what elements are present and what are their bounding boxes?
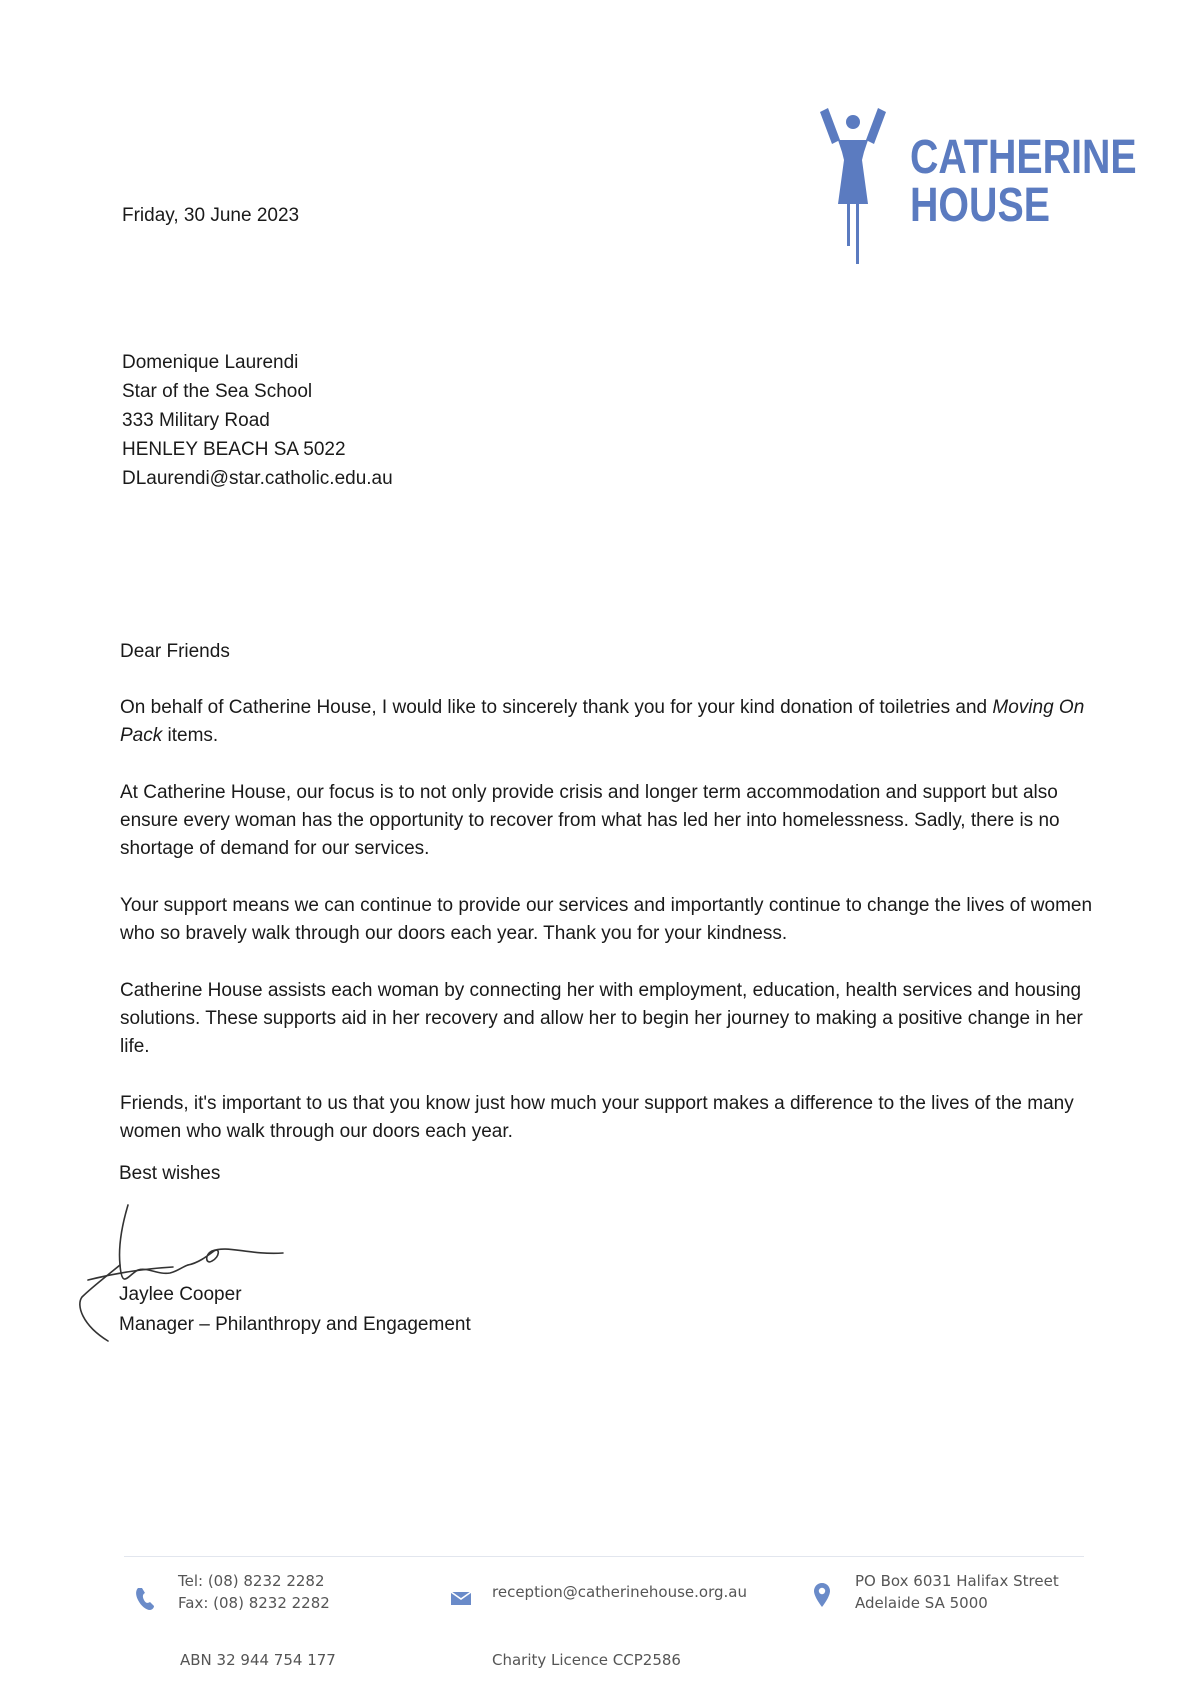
footer-charity-licence: Charity Licence CCP2586 xyxy=(492,1651,681,1669)
footer-postal-address xyxy=(855,1570,1059,1614)
location-pin-icon xyxy=(813,1582,831,1608)
signatory-name: Jaylee Cooper xyxy=(119,1284,242,1305)
letter-body xyxy=(120,638,1100,1175)
footer-city: Adelaide SA 5000 xyxy=(855,1594,988,1612)
logo-line-2: HOUSE xyxy=(910,179,1050,232)
recipient-email: DLaurendi@star.catholic.edu.au xyxy=(122,468,393,489)
phone-icon xyxy=(134,1586,156,1612)
footer-email: reception@catherinehouse.org.au xyxy=(492,1583,747,1601)
letter-date: Friday, 30 June 2023 xyxy=(122,205,300,226)
recipient-suburb: HENLEY BEACH SA 5022 xyxy=(122,439,346,460)
footer-tel: Tel: (08) 8232 2282 xyxy=(178,1572,325,1590)
recipient-organisation: Star of the Sea School xyxy=(122,381,313,402)
paragraph-1 xyxy=(120,694,1100,750)
woman-figure-logo-icon xyxy=(810,100,900,270)
recipient-name: Domenique Laurendi xyxy=(122,352,299,373)
signatory-title: Manager – Philanthropy and Engagement xyxy=(119,1314,471,1335)
footer-fax: Fax: (08) 8232 2282 xyxy=(178,1594,330,1612)
logo-wordmark xyxy=(910,131,1137,232)
salutation: Dear Friends xyxy=(120,641,230,662)
catherine-house-logo xyxy=(810,100,1137,270)
envelope-icon xyxy=(450,1590,472,1606)
paragraph-5: Friends, it's important to us that you know just how much your support makes a difference to the lives of the many women who walk through our doors each year. xyxy=(120,1093,1074,1142)
footer-phone-fax xyxy=(178,1570,330,1614)
logo-line-1: CATHERINE xyxy=(910,131,1137,184)
footer-po-box: PO Box 6031 Halifax Street xyxy=(855,1572,1059,1590)
paragraph-3: Your support means we can continue to provide our services and importantly continue to change the lives of women who so bravely walk through our doors each year. Thank you for your kindness. xyxy=(120,895,1093,944)
recipient-address xyxy=(122,348,393,493)
signatory-block xyxy=(119,1280,471,1340)
moving-on-pack-emphasis: Moving On Pack xyxy=(120,697,1085,746)
footer-abn: ABN 32 944 754 177 xyxy=(180,1651,336,1669)
paragraph-1-end: items. xyxy=(162,725,219,746)
recipient-street: 333 Military Road xyxy=(122,410,270,431)
paragraph-4: Catherine House assists each woman by connecting her with employment, education, health services and housing solutions. These supports aid in her recovery and allow her to begin her journey to making a positive change in her life. xyxy=(120,980,1083,1057)
footer-divider xyxy=(124,1556,1084,1557)
closing: Best wishes xyxy=(119,1163,221,1184)
paragraph-2: At Catherine House, our focus is to not only provide crisis and longer term accommodation and support but also ensure every woman has the opportunity to recover from what has led her into homelessness. Sadly, there is no shortage of demand for our services. xyxy=(120,782,1060,859)
paragraph-1-start: On behalf of Catherine House, I would like to sincerely thank you for your kind donation of toiletries and xyxy=(120,697,993,718)
